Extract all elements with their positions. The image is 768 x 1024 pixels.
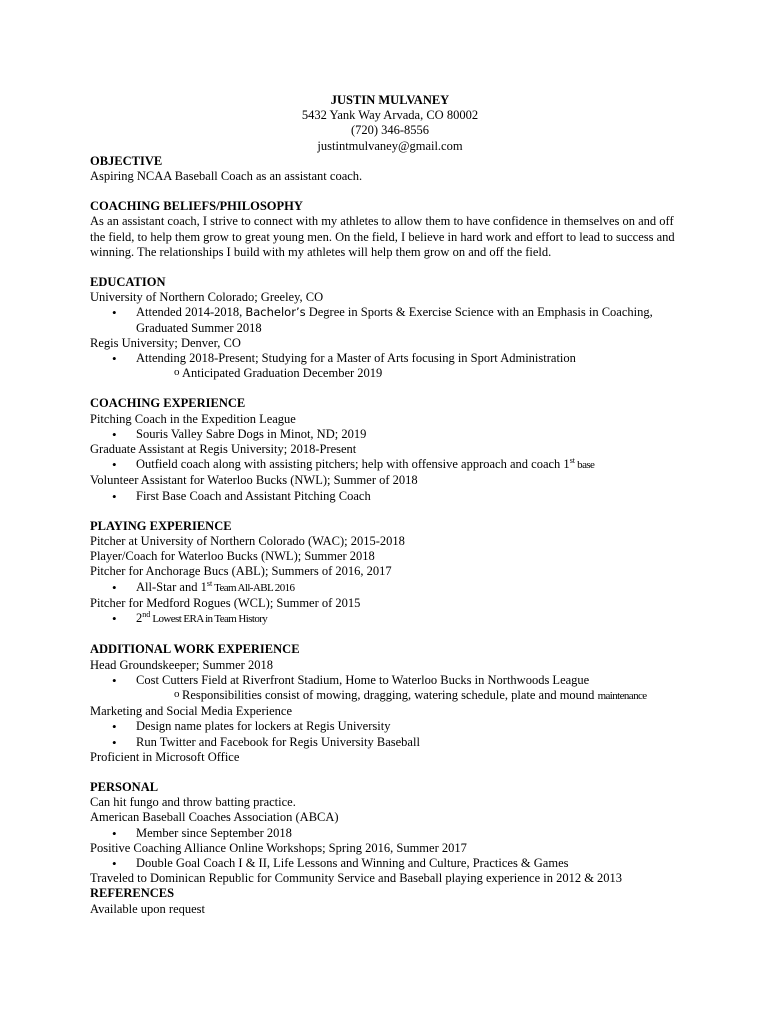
philosophy-section [90,199,690,260]
personal-heading: PERSONAL [90,779,159,794]
personal-line: Traveled to Dominican Republic for Community Service and Baseball playing experience in 2012 & 2013 [90,871,623,886]
work-section [90,642,690,765]
school-unc: University of Northern Colorado; Greeley, CO [90,290,324,305]
list-item: • Outfield coach along with assisting pitchers; help with offensive approach and coach 1st base [90,457,690,473]
objective-heading: OBJECTIVE [90,153,163,168]
playing-line: Pitcher for Medford Rogues (WCL); Summer of 2015 [90,595,361,610]
list-item: • Double Goal Coach I & II, Life Lessons and Winning and Culture, Practices & Games [90,856,690,871]
list-item: • Attended 2014-2018, Bachelor’s Degree in Sports & Exercise Science with an Emphasis in Coaching, Graduated Summer 2018 [90,305,690,335]
work-heading: ADDITIONAL WORK EXPERIENCE [90,642,300,657]
education-section [90,275,690,381]
list-item: • Design name plates for lockers at Regis University [90,719,690,734]
coaching-role: Pitching Coach in the Expedition League [90,411,296,426]
list-item: • First Base Coach and Assistant Pitching Coach [90,489,690,504]
resume-page [90,93,690,917]
list-item: • Member since September 2018 [90,826,690,841]
list-item: • Attending 2018-Present; Studying for a Master of Arts focusing in Sport Administration [90,351,690,366]
playing-line: Pitcher for Anchorage Bucs (ABL); Summers of 2016, 2017 [90,564,392,579]
coaching-role: Volunteer Assistant for Waterloo Bucks (NWL); Summer of 2018 [90,473,418,488]
philosophy-text: As an assistant coach, I strive to connect with my athletes to allow them to have confidence in themselves on and off the field, to help them grow to great young men. On the field, I believe in hard work and effort to lead to success and winning. The relationships I build with my athletes will help them grow on and off the field. [90,214,675,259]
education-heading: EDUCATION [90,275,166,290]
work-job: Proficient in Microsoft Office [90,749,240,764]
personal-line: American Baseball Coaches Association (ABCA) [90,810,339,825]
playing-heading: PLAYING EXPERIENCE [90,518,232,533]
phone: (720) 346-8556 [350,123,430,138]
sub-list-item: o Responsibilities consist of mowing, dragging, watering schedule, plate and mound maintenance [90,688,690,704]
personal-section [90,780,690,886]
resume-header [90,93,690,154]
list-item: • All-Star and 1st Team All-ABL 2016 [90,580,690,596]
playing-line: Player/Coach for Waterloo Bucks (NWL); Summer 2018 [90,549,375,564]
candidate-name: JUSTIN MULVANEY [330,93,450,107]
playing-section [90,519,690,627]
personal-line: Positive Coaching Alliance Online Workshops; Spring 2016, Summer 2017 [90,840,467,855]
philosophy-heading: COACHING BELIEFS/PHILOSOPHY [90,199,303,214]
list-item: • Run Twitter and Facebook for Regis University Baseball [90,735,690,750]
work-job: Head Groundskeeper; Summer 2018 [90,657,273,672]
list-item: • 2nd Lowest ERA in Team History [90,611,690,627]
work-job: Marketing and Social Media Experience [90,704,293,719]
references-section [90,886,690,916]
sub-list-item: o Anticipated Graduation December 2019 [90,366,690,381]
coaching-role: Graduate Assistant at Regis University; 2018-Present [90,442,357,457]
address: 5432 Yank Way Arvada, CO 80002 [301,108,479,123]
coaching-section [90,396,690,503]
objective-section [90,154,690,184]
references-heading: REFERENCES [90,886,175,901]
coaching-heading: COACHING EXPERIENCE [90,396,246,411]
school-regis: Regis University; Denver, CO [90,335,241,350]
playing-line: Pitcher at University of Northern Colorado (WAC); 2015-2018 [90,534,405,549]
email: justintmulvaney@gmail.com [317,138,463,153]
references-text: Available upon request [90,901,206,916]
objective-text: Aspiring NCAA Baseball Coach as an assistant coach. [90,169,363,184]
personal-line: Can hit fungo and throw batting practice. [90,795,296,810]
list-item: • Cost Cutters Field at Riverfront Stadium, Home to Waterloo Bucks in Northwoods League [90,673,690,688]
list-item: • Souris Valley Sabre Dogs in Minot, ND; 2019 [90,427,690,442]
